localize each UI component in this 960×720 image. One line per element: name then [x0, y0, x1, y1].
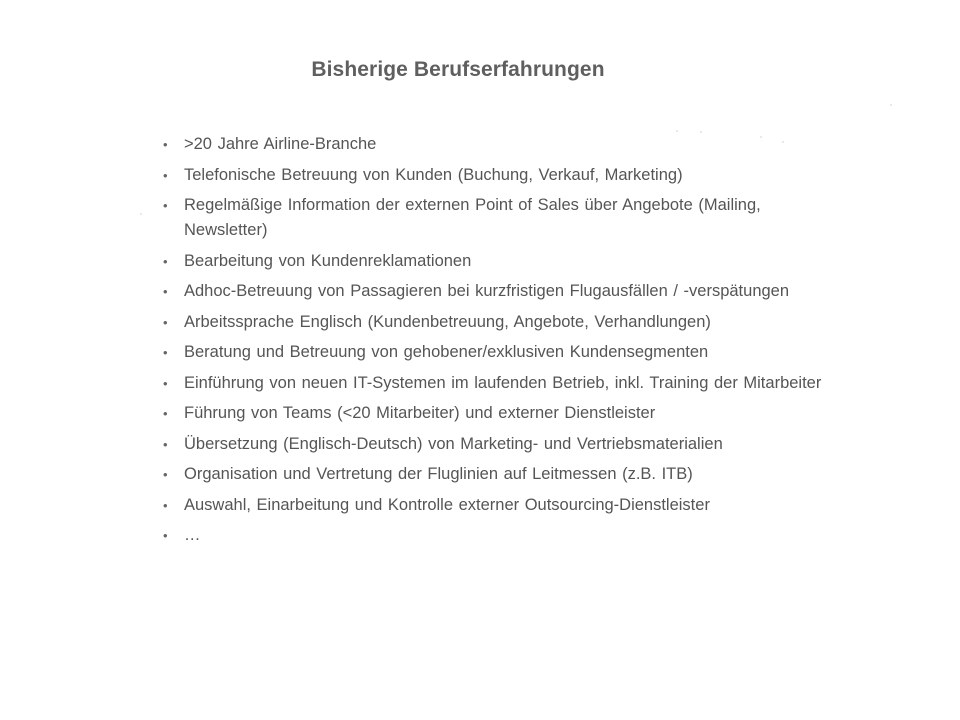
list-item-text: Führung von Teams (<20 Mitarbeiter) und externer Dienstleister: [184, 404, 656, 422]
list-item-text: Bearbeitung von Kundenreklamationen: [184, 251, 472, 270]
list-item-text: Beratung und Betreuung von gehobener/exklusiven Kundensegmenten: [184, 343, 709, 361]
list-item-text: …: [184, 526, 201, 544]
list-item: [163, 249, 823, 274]
list-item-text: Auswahl, Einarbeitung und Kontrolle externer Outsourcing-Dienstleister: [184, 495, 710, 514]
bullet-icon: •: [163, 284, 168, 299]
bullet-icon: •: [163, 167, 168, 183]
background-speck: [890, 104, 892, 106]
list-item: [163, 432, 823, 457]
list-item: [163, 163, 823, 188]
list-item-text: Übersetzung (Englisch-Deutsch) von Marketing- und Vertriebsmaterialien: [184, 434, 723, 453]
list-item: [163, 401, 823, 426]
background-speck: [676, 130, 678, 132]
list-item: [163, 193, 823, 243]
list-item: [163, 523, 823, 548]
list-item-text: Telefonische Betreuung von Kunden (Buchung, Verkauf, Marketing): [184, 165, 683, 184]
bullet-icon: •: [163, 436, 168, 452]
bullet-icon: •: [163, 375, 168, 391]
list-item-text: >20 Jahre Airline-Branche: [184, 135, 377, 153]
slide-title: Bisherige Berufserfahrungen: [311, 58, 605, 81]
list-item: [163, 279, 823, 304]
list-item: [163, 371, 823, 396]
list-item: [163, 310, 823, 335]
list-item-text: Regelmäßige Information der externen Point of Sales über Angebote (Mailing, Newsletter): [184, 196, 761, 239]
background-speck: [140, 213, 142, 215]
list-item-text: Arbeitssprache Englisch (Kundenbetreuung, Angebote, Verhandlungen): [184, 312, 711, 331]
bullet-icon: •: [163, 406, 168, 421]
list-item: [163, 132, 823, 157]
bullet-icon: •: [163, 253, 168, 269]
bullet-icon: •: [163, 137, 168, 152]
list-item-text: Adhoc-Betreuung von Passagieren bei kurzfristigen Flugausfällen / -verspätungen: [184, 282, 790, 300]
bullet-icon: •: [163, 198, 168, 213]
list-item: [163, 340, 823, 365]
experience-list: [163, 132, 823, 554]
background-speck: [782, 141, 784, 143]
background-speck: [760, 136, 762, 138]
bullet-icon: •: [163, 345, 168, 360]
list-item-text: Einführung von neuen IT-Systemen im laufenden Betrieb, inkl. Training der Mitarbeiter: [184, 373, 822, 392]
list-item: [163, 493, 823, 518]
background-speck: [700, 131, 702, 133]
bullet-icon: •: [163, 467, 168, 482]
bullet-icon: •: [163, 497, 168, 513]
bullet-icon: •: [163, 314, 168, 330]
list-item-text: Organisation und Vertretung der Fluglinien auf Leitmessen (z.B. ITB): [184, 465, 693, 483]
bullet-icon: •: [163, 528, 168, 543]
list-item: [163, 462, 823, 487]
